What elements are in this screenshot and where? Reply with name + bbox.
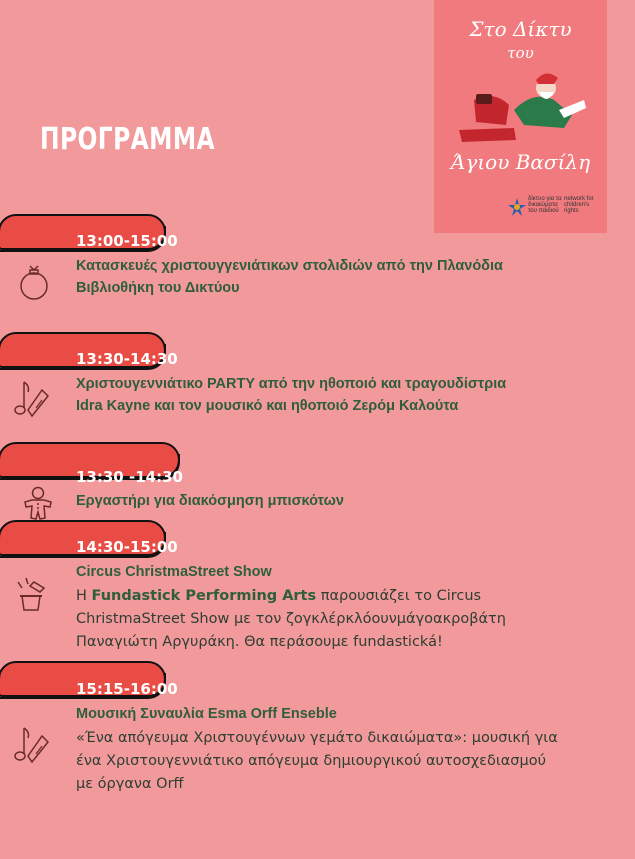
event-title: Circus ChristmaStreet Show: [76, 564, 272, 580]
music-notes-icon: [12, 378, 52, 422]
event-description-line: ένα Χριστουγεννιάτικο απόγευμα δημιουργικού αυτοσχεδιασμού: [76, 753, 546, 769]
event-title: Βιβλιοθήκη του Δικτύου: [76, 280, 240, 296]
event-description-line: Παναγιώτη Αργυράκη. Θα περάσουμε fundastická!: [76, 634, 443, 650]
body-performer: Fundastick Performing Arts: [91, 588, 317, 604]
logo-greek-text: δίκτυο για τα δικαιώματα του παιδιού: [528, 196, 562, 214]
event-poster: [434, 0, 607, 233]
body-prefix: Η: [76, 588, 92, 604]
event-title: Idra Kayne και τον μουσικό και ηθοποιό Ζερόμ Καλούτα: [76, 398, 459, 414]
event-description: [76, 585, 481, 607]
event-title: Εργαστήρι για διακόσμηση μπισκότων: [76, 493, 344, 509]
poster-line1: Στο Δίκτυ: [469, 17, 572, 41]
event-title: Μουσική Συναυλία Esma Orff Enseble: [76, 706, 337, 722]
music-notes-icon: [12, 724, 52, 768]
event-title: Κατασκευές χριστουγγενιάτικων στολιδιών από την Πλανόδια: [76, 258, 503, 274]
poster-line2: του: [507, 44, 534, 62]
event-time: 13:00-15:00: [76, 232, 178, 250]
star-logo-icon: [508, 198, 526, 216]
poster-line3: Άγιου Βασίλη: [450, 150, 591, 174]
event-description-line: «Ένα απόγευμα Χριστουγέννων γεμάτο δικαιώματα»: μουσική για: [76, 730, 558, 746]
magic-hat-icon: [12, 574, 52, 614]
santa-illustration: [454, 70, 589, 145]
gingerbread-icon: [22, 486, 54, 522]
event-time: 13:30 -14:30: [76, 468, 183, 486]
ornament-icon: [16, 262, 52, 302]
event-time: 15:15-16:00: [76, 680, 178, 698]
page-title: ΠΡΟΓΡΑΜΜΑ: [40, 122, 215, 157]
event-time: 14:30-15:00: [76, 538, 178, 556]
logo-english-text: network for children's rights: [564, 196, 594, 214]
event-description-line: με όργανα Orff: [76, 776, 184, 792]
event-title: Χριστουγεννιάτικο PARTY από την ηθοποιό και τραγουδίστρια: [76, 376, 507, 392]
body-rest: παρουσιάζει το Circus: [316, 588, 482, 604]
network-logo: [504, 196, 604, 226]
event-time: 13:30-14:30: [76, 350, 178, 368]
event-description-line: ChristmaStreet Show με τον ζογκλέρκλόουνμάγοακροβάτη: [76, 611, 506, 627]
